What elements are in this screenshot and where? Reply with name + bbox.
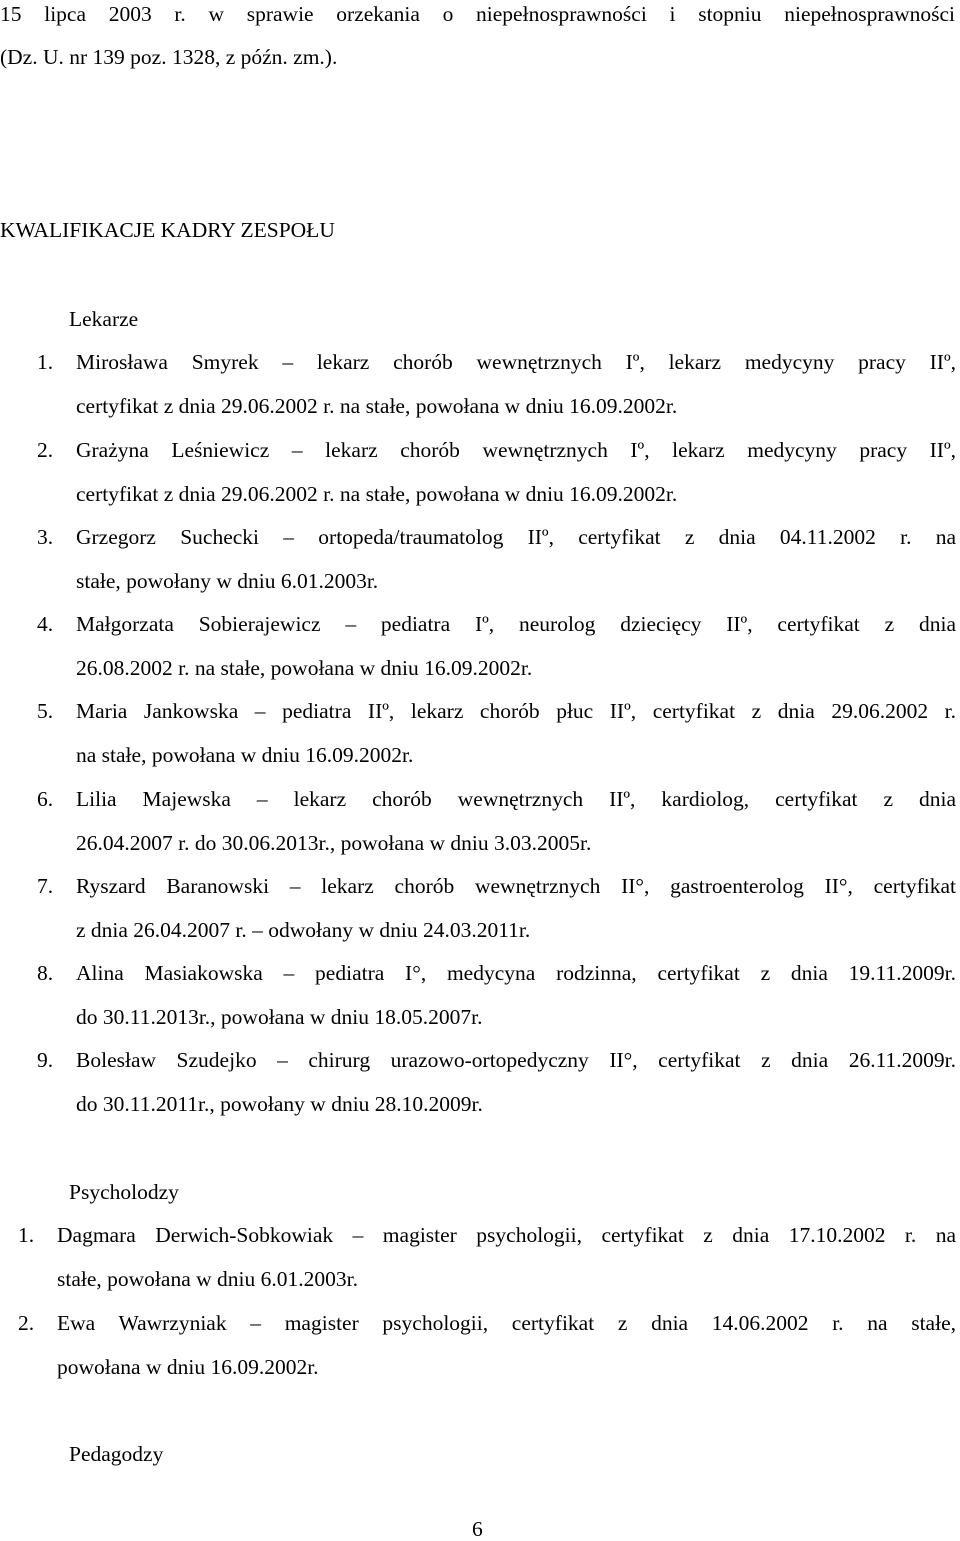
item-text-line-2: 26.08.2002 r. na stałe, powołana w dniu 16.09.2002r.: [76, 656, 533, 680]
item-text-line-2: 26.04.2007 r. do 30.06.2013r., powołana w dniu 3.03.2005r.: [76, 831, 592, 855]
item-text-line-2: certyfikat z dnia 29.06.2002 r. na stałe, powołana w dniu 16.09.2002r.: [76, 394, 678, 418]
intro-line-1: 15 lipca 2003 r. w sprawie orzekania o niepełnosprawności i stopniu niepełnosprawności: [0, 2, 955, 26]
item-text-line-1: Lilia Majewska – lekarz chorób wewnętrznych IIº, kardiolog, certyfikat z dnia: [76, 787, 956, 811]
item-text-line-1: Alina Masiakowska – pediatra I°, medycyna rodzinna, certyfikat z dnia 19.11.2009r.: [76, 961, 956, 985]
item-text-line-2: na stałe, powołana w dniu 16.09.2002r.: [76, 743, 414, 767]
heading-lekarze: Lekarze: [69, 307, 139, 331]
item-number: 2.: [18, 1311, 35, 1335]
item-text-line-1: Grzegorz Suchecki – ortopeda/traumatolog IIº, certyfikat z dnia 04.11.2002 r. na: [76, 525, 956, 549]
item-text-line-1: Dagmara Derwich-Sobkowiak – magister psychologii, certyfikat z dnia 17.10.2002 r. na: [57, 1223, 956, 1247]
item-text-line-1: Ryszard Baranowski – lekarz chorób wewnętrznych II°, gastroenterolog II°, certyfikat: [76, 874, 956, 898]
item-number: 7.: [37, 874, 54, 898]
item-text-line-2: do 30.11.2013r., powołana w dniu 18.05.2007r.: [76, 1005, 483, 1029]
item-text-line-1: Grażyna Leśniewicz – lekarz chorób wewnętrznych Iº, lekarz medycyny pracy IIº,: [76, 438, 956, 462]
section-title: KWALIFIKACJE KADRY ZESPOŁU: [0, 218, 335, 242]
item-text-line-2: stałe, powołana w dniu 6.01.2003r.: [57, 1267, 358, 1291]
intro-line-2: (Dz. U. nr 139 poz. 1328, z późn. zm.).: [0, 45, 338, 69]
item-number: 4.: [37, 612, 54, 636]
item-text-line-1: Ewa Wawrzyniak – magister psychologii, certyfikat z dnia 14.06.2002 r. na stałe,: [57, 1311, 956, 1335]
item-number: 5.: [37, 699, 54, 723]
item-number: 9.: [37, 1048, 54, 1072]
item-text-line-1: Mirosława Smyrek – lekarz chorób wewnętrznych Iº, lekarz medycyny pracy IIº,: [76, 350, 956, 374]
item-number: 2.: [37, 438, 54, 462]
heading-pedagodzy: Pedagodzy: [69, 1442, 164, 1466]
page-number: 6: [472, 1517, 483, 1541]
item-number: 6.: [37, 787, 54, 811]
item-number: 1.: [37, 350, 54, 374]
item-text-line-2: z dnia 26.04.2007 r. – odwołany w dniu 24.03.2011r.: [76, 918, 531, 942]
item-number: 1.: [18, 1223, 35, 1247]
heading-psycholodzy: Psycholodzy: [69, 1180, 179, 1204]
item-text-line-1: Bolesław Szudejko – chirurg urazowo-ortopedyczny II°, certyfikat z dnia 26.11.2009r.: [76, 1048, 956, 1072]
item-text-line-1: Małgorzata Sobierajewicz – pediatra Iº, neurolog dziecięcy IIº, certyfikat z dnia: [76, 612, 956, 636]
item-text-line-2: certyfikat z dnia 29.06.2002 r. na stałe, powołana w dniu 16.09.2002r.: [76, 482, 678, 506]
item-text-line-2: do 30.11.2011r., powołany w dniu 28.10.2009r.: [76, 1092, 483, 1116]
item-number: 3.: [37, 525, 54, 549]
item-number: 8.: [37, 961, 54, 985]
item-text-line-1: Maria Jankowska – pediatra IIº, lekarz chorób płuc IIº, certyfikat z dnia 29.06.2002 r.: [76, 699, 956, 723]
item-text-line-2: stałe, powołany w dniu 6.01.2003r.: [76, 569, 379, 593]
item-text-line-2: powołana w dniu 16.09.2002r.: [57, 1355, 319, 1379]
